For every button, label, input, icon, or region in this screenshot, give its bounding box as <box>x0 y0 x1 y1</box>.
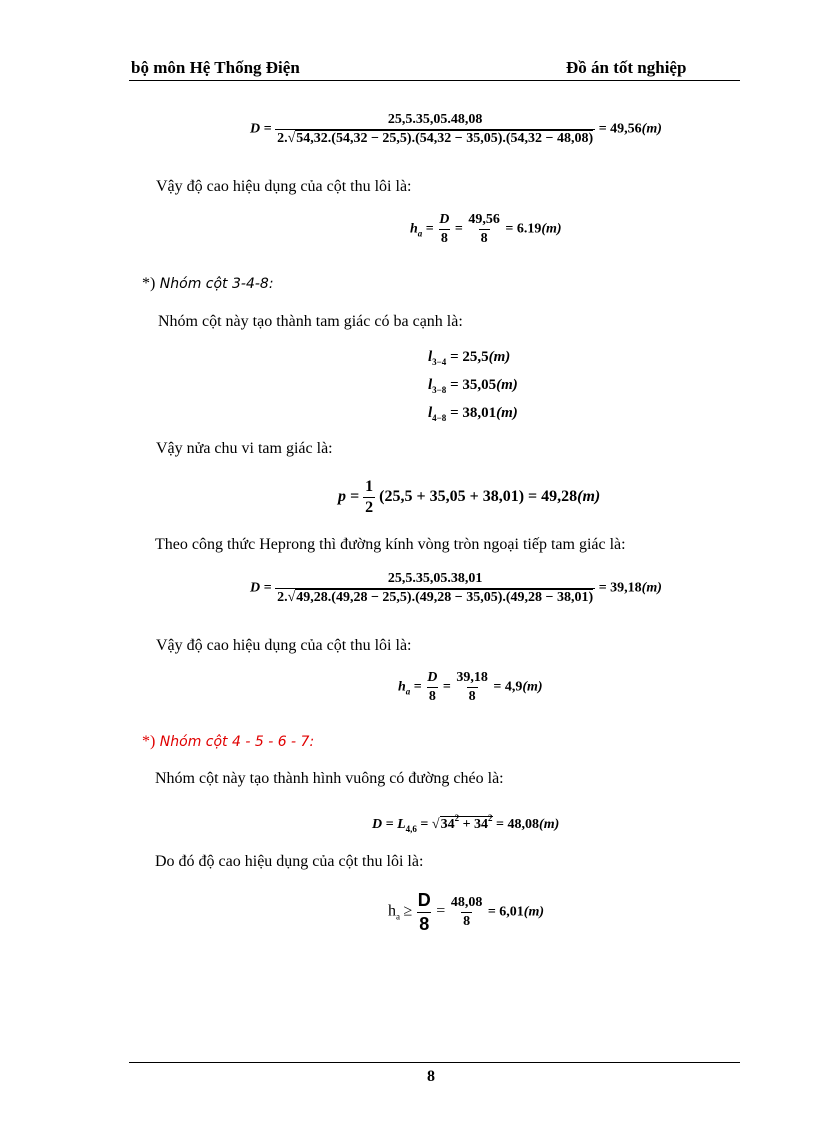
paragraph-4: Theo công thức Heprong thì đường kính vòng tròn ngoại tiếp tam giác là: <box>155 536 626 553</box>
footer-rule <box>129 1062 740 1063</box>
edge-3-4: $l_{3-4} = 25,5(m)$ <box>428 349 511 367</box>
paragraph-7: Do đó độ cao hiệu dụng của cột thu lôi là: <box>155 853 424 870</box>
paragraph-1: Vậy độ cao hiệu dụng của cột thu lôi là: <box>156 178 412 195</box>
eq4-fraction: $\frac{25,5.35,05.38,01}{2.√49,28.(49,28 - 25,5).(49,28 - 35,05).(49,28 - 38,01)}$ <box>277 571 594 605</box>
equation-p: p = $\frac{1}{2}$ (25,5 + 35,05 + 38,01) = 49,28(m) <box>338 478 601 516</box>
eq1-rhs: = 49,56 <box>598 121 642 137</box>
edge-lengths <box>428 346 518 430</box>
eq2-fraction-1: $\frac{D}{8}$ <box>439 212 450 246</box>
group-heading-3-4-8: *) Nhóm cột 3-4-8: <box>142 275 274 292</box>
edge-3-8: $l_{3-8} = 35,05(m)$ <box>428 377 518 395</box>
equation-d-2: D = $\frac{25,5.35,05.38,01}{2.√49,28.(49,28 - 25,5).(49,28 - 35,05).(49,28 - 38,01)}$ = 39,18(m) <box>250 571 662 605</box>
paragraph-6: Nhóm cột này tạo thành hình vuông có đường chéo là: <box>155 770 504 787</box>
page-number: 8 <box>427 1068 435 1085</box>
group-heading-4-5-6-7: *) Nhóm cột 4 - 5 - 6 - 7: <box>142 733 315 750</box>
paragraph-3: Vậy nửa chu vi tam giác là: <box>156 440 333 457</box>
eq1-lhs: D = <box>250 121 272 137</box>
header-right: Đồ án tốt nghiệp <box>566 58 687 77</box>
eq2-fraction-2: $\frac{49,56}{8}$ <box>468 212 500 246</box>
paragraph-5: Vậy độ cao hiệu dụng của cột thu lôi là: <box>156 637 412 654</box>
equation-d-1 <box>250 112 662 147</box>
eq1-denominator: 2.√54,32.(54,32 − 25,5).(54,32 − 35,05).(54,32 − 48,08) <box>277 131 594 146</box>
eq1-unit: (m) <box>641 121 662 137</box>
edge-4-8: $l_{4-8} = 38,01(m)$ <box>428 405 518 423</box>
equation-h-1: $h_a$ = $\frac{D}{8}$ = $\frac{49,56}{8}$ = 6.19(m) <box>410 212 562 246</box>
eq3-fraction: $\frac{1}{2}$ <box>365 478 374 516</box>
eq1-numerator: 25,5.35,05.48,08 <box>387 112 483 127</box>
paragraph-2: Nhóm cột này tạo thành tam giác có ba cạnh là: <box>158 313 463 330</box>
eq1-fraction <box>275 112 595 147</box>
header-left: bộ môn Hệ Thống Điện <box>131 58 300 77</box>
equation-h-3: $h_a$ ≥ $\frac{D}{8}$ = $\frac{48,08}{8}$ = 6,01(m) <box>388 890 545 934</box>
header-rule <box>129 80 740 81</box>
equation-diagonal: $D = L_{4,6} = √34^2 + 34^2 = 48,08(m)$ <box>372 813 560 834</box>
equation-h-2: $h_a$ = $\frac{D}{8}$ = $\frac{39,18}{8}$ = 4,9(m) <box>398 670 543 704</box>
